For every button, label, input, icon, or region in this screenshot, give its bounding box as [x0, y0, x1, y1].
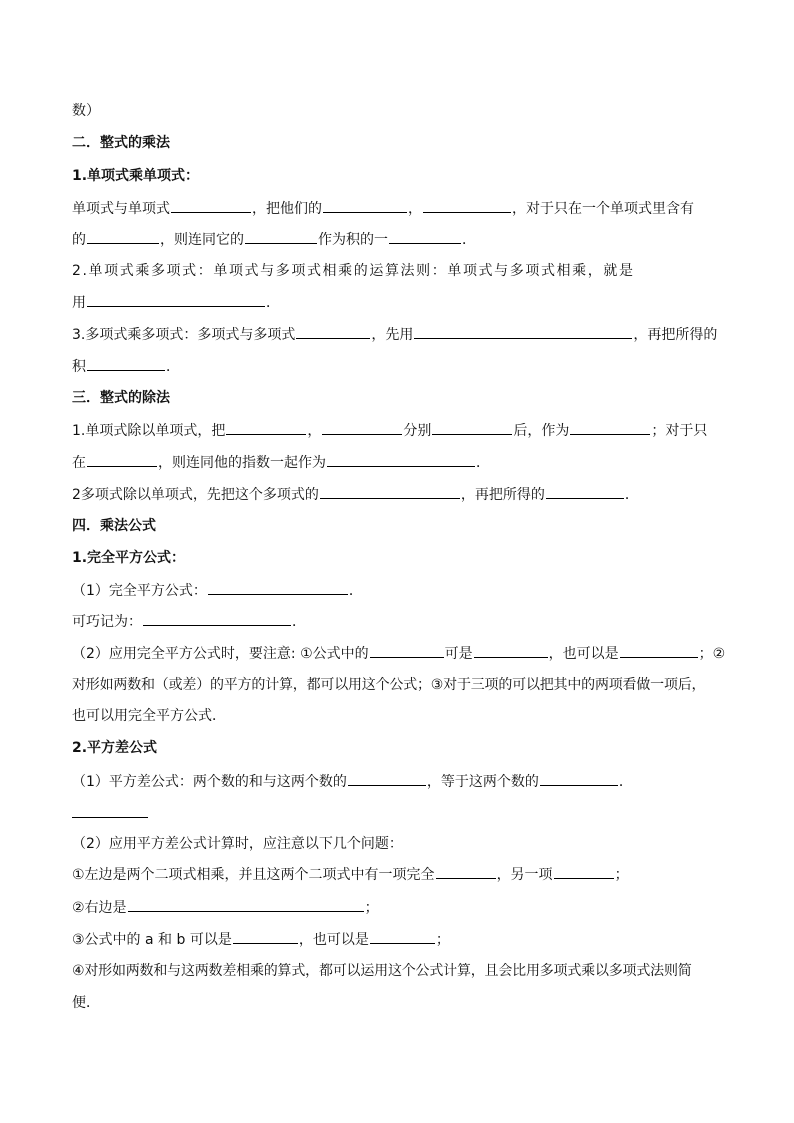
text: ， [408, 201, 422, 217]
fill-blank[interactable] [436, 864, 496, 879]
fill-blank[interactable] [87, 356, 165, 371]
text: ②右边是 [72, 900, 127, 916]
text: ； [364, 900, 379, 916]
paragraph-line [72, 324, 724, 345]
text: ，再把所得的 [460, 487, 545, 503]
paragraph-line [72, 292, 724, 313]
text: 可是 [444, 646, 473, 662]
fill-blank[interactable] [296, 324, 370, 339]
text: 作为积的一 [318, 232, 388, 248]
paragraph-line [72, 484, 724, 505]
paragraph-line [72, 771, 724, 792]
fill-blank[interactable] [226, 420, 306, 435]
text: ，等于这两个数的 [426, 774, 539, 790]
fill-blank[interactable] [233, 929, 298, 944]
paragraph-line [72, 643, 724, 664]
fill-blank[interactable] [620, 643, 698, 658]
paragraph-line [72, 229, 724, 250]
section-2-heading [72, 133, 724, 153]
text: ． [166, 359, 180, 375]
text: ． [476, 455, 490, 471]
text: ． [292, 614, 306, 630]
text: 数） [72, 103, 100, 119]
text: 便． [72, 995, 100, 1011]
text: ，也可以是 [548, 646, 619, 662]
section-3-heading [72, 388, 724, 408]
text: （1）平方差公式：两个数的和与这两个数的 [72, 774, 347, 790]
fill-blank[interactable] [423, 198, 511, 213]
paragraph-line [72, 356, 724, 377]
text: 1.单项式除以单项式，把 [72, 423, 226, 439]
fill-blank[interactable] [323, 198, 407, 213]
fill-blank[interactable] [414, 324, 632, 339]
fill-blank[interactable] [208, 580, 348, 595]
fill-blank[interactable] [171, 198, 251, 213]
paragraph-line [72, 675, 724, 695]
text: ，先用 [371, 327, 414, 343]
text: ，另一项 [496, 867, 553, 883]
fill-blank[interactable] [554, 864, 614, 879]
text: ． [348, 583, 363, 599]
text: 积 [72, 359, 86, 375]
fill-blank[interactable] [432, 420, 512, 435]
fill-blank[interactable] [348, 771, 426, 786]
section-4-heading [72, 516, 724, 536]
text: ，把他们的 [252, 201, 322, 217]
fill-blank[interactable] [322, 420, 402, 435]
fill-blank[interactable] [546, 484, 624, 499]
text: ；② [698, 646, 726, 662]
continued-text [72, 101, 724, 121]
paragraph-line [72, 961, 724, 981]
paragraph-line [72, 452, 724, 473]
heading-text: 二．整式的乘法 [72, 135, 170, 151]
text: ． [618, 774, 633, 790]
fill-blank[interactable] [72, 817, 148, 818]
text: ，对于只在一个单项式里含有 [512, 201, 694, 217]
paragraph-line [72, 580, 724, 601]
fill-blank[interactable] [474, 643, 548, 658]
fill-blank[interactable] [327, 452, 475, 467]
text: （1）完全平方公式： [72, 583, 207, 599]
heading-text: 四．乘法公式 [72, 518, 156, 534]
text: 2多项式除以单项式，先把这个多项式的 [72, 487, 319, 503]
heading-text: 1.完全平方公式： [72, 550, 186, 566]
fill-blank[interactable] [570, 420, 650, 435]
text: ，再把所得的 [633, 327, 718, 343]
text: 2.单项式乘多项式：单项式与多项式相乘的运算法则：单项式与多项式相乘，就是 [72, 263, 635, 279]
heading-text: 1.单项式乘单项式： [72, 168, 200, 184]
text: （2）应用完全平方公式时，要注意: ①公式中的 [72, 646, 369, 662]
subsection-4-2-heading [72, 738, 724, 758]
text: 在 [72, 455, 86, 471]
text: ； [435, 932, 450, 948]
paragraph-line [72, 261, 724, 281]
paragraph-line [72, 993, 724, 1013]
fill-blank[interactable] [143, 611, 291, 626]
fill-blank[interactable] [87, 452, 157, 467]
fill-blank[interactable] [87, 229, 159, 244]
text: ， [307, 423, 322, 439]
subsection-4-1-heading [72, 548, 724, 568]
text: 分别 [403, 423, 432, 439]
paragraph-line [72, 864, 724, 885]
text: 也可以用完全平方公式． [72, 708, 226, 724]
fill-blank[interactable] [320, 484, 460, 499]
paragraph-line [72, 420, 724, 441]
text: ； [614, 867, 629, 883]
text: 对形如两数和（或差）的平方的计算，都可以用这个公式；③对于三项的可以把其中的两项看做一项后， [72, 677, 706, 693]
subsection-2-1-heading [72, 166, 724, 186]
paragraph-line [72, 611, 724, 632]
text: 用 [72, 295, 86, 311]
text: ，则连同它的 [160, 232, 244, 248]
text: ①左边是两个二项式相乘，并且这两个二项式中有一项完全 [72, 867, 435, 883]
heading-text: 三．整式的除法 [72, 390, 170, 406]
paragraph-line [72, 198, 724, 219]
paragraph-line [72, 897, 724, 918]
fill-blank[interactable] [389, 229, 461, 244]
fill-blank[interactable] [540, 771, 618, 786]
text: ；对于只 [651, 423, 708, 439]
paragraph-line [72, 834, 724, 854]
text: 的 [72, 232, 86, 248]
text: 3.多项式乘多项式：多项式与多项式 [72, 327, 296, 343]
fill-blank[interactable] [245, 229, 317, 244]
text: ． [266, 295, 280, 311]
text: ③公式中的 a 和 b 可以是 [72, 932, 232, 948]
fill-blank[interactable] [370, 643, 444, 658]
text: 后，作为 [513, 423, 570, 439]
text: （2）应用平方差公式计算时，应注意以下几个问题： [72, 836, 403, 852]
paragraph-line [72, 929, 724, 950]
text: 单项式与单项式 [72, 201, 170, 217]
text: ，则连同他的指数一起作为 [158, 455, 326, 471]
text: ，也可以是 [298, 932, 369, 948]
text: ． [624, 487, 639, 503]
fill-blank[interactable] [370, 929, 435, 944]
text: ④对形如两数和与这两数差相乘的算式，都可以运用这个公式计算，且会比用多项式乘以多项式法则简 [72, 963, 692, 979]
paragraph-line [72, 706, 724, 726]
text: ． [462, 232, 476, 248]
heading-text: 2.平方差公式 [72, 740, 158, 756]
fill-blank[interactable] [128, 897, 364, 912]
text: 可巧记为： [72, 614, 142, 630]
fill-blank[interactable] [87, 292, 265, 307]
